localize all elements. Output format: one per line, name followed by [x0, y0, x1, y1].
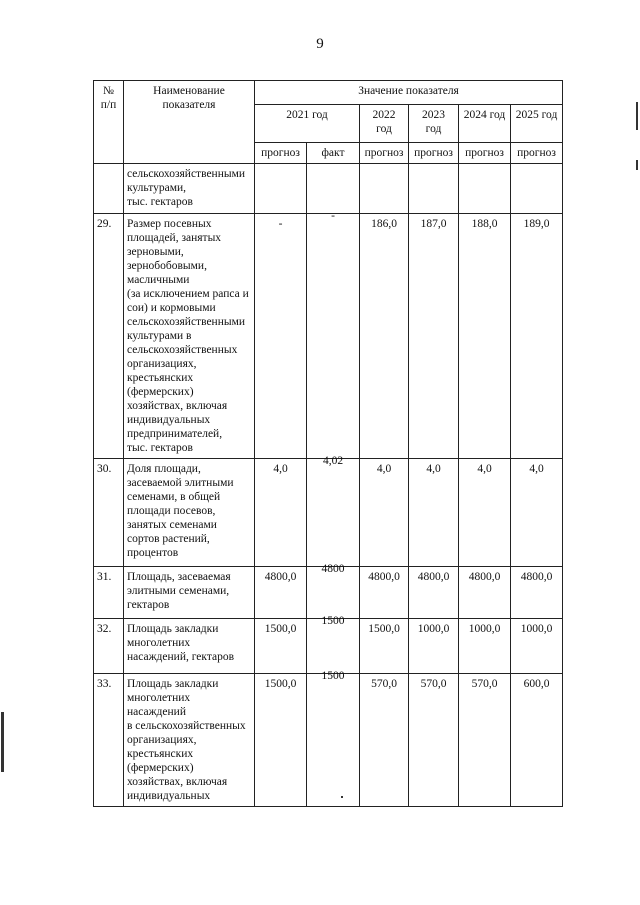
- header-num: № п/п: [94, 81, 124, 164]
- value-2024: 4,0: [459, 459, 511, 567]
- value-2024: 570,0: [459, 674, 511, 807]
- scan-mark: [636, 160, 638, 170]
- row-number: 29.: [94, 214, 124, 459]
- row-indicator-name: Площадь, засеваемая элитными семенами, гектаров: [124, 567, 255, 619]
- header-sub-forecast: прогноз: [255, 143, 307, 164]
- value-2023: 570,0: [409, 674, 459, 807]
- value-2021-fact: 4,02: [307, 459, 360, 567]
- row-indicator-name: Доля площади, засеваемой элитными семенами, в общей площади посевов, занятых семенами сортов растений, процентов: [124, 459, 255, 567]
- value-2021-forecast: 1500,0: [255, 619, 307, 674]
- value-2021-forecast: 4,0: [255, 459, 307, 567]
- value-2025: 4,0: [511, 459, 563, 567]
- header-sub-forecast: прогноз: [511, 143, 563, 164]
- table-row: [94, 164, 563, 214]
- table-row: [94, 214, 563, 459]
- row-indicator-name: сельскохозяйственными культурами, тыс. гектаров: [124, 164, 255, 214]
- value-2024: 4800,0: [459, 567, 511, 619]
- value-2023: 1000,0: [409, 619, 459, 674]
- table-row: [94, 567, 563, 619]
- value-2024: 1000,0: [459, 619, 511, 674]
- value-2022: [360, 164, 409, 214]
- table-row: [94, 459, 563, 567]
- header-sub-fact: факт: [307, 143, 360, 164]
- value-2021-forecast: 1500,0: [255, 674, 307, 807]
- row-number: 32.: [94, 619, 124, 674]
- value-2023: 187,0: [409, 214, 459, 459]
- header-year-2023: 2023 год: [409, 105, 459, 143]
- value-2022: 4800,0: [360, 567, 409, 619]
- row-number: 30.: [94, 459, 124, 567]
- row-indicator-name: Площадь закладки многолетних насаждений, гектаров: [124, 619, 255, 674]
- row-number: [94, 164, 124, 214]
- value-2022: 570,0: [360, 674, 409, 807]
- value-2022: 1500,0: [360, 619, 409, 674]
- page-number: 9: [316, 36, 324, 52]
- value-2025: 600,0: [511, 674, 563, 807]
- scan-dot: [341, 796, 343, 798]
- header-year-2024: 2024 год: [459, 105, 511, 143]
- row-indicator-name: Размер посевных площадей, занятых зерновыми, зернобобовыми, масличными (за исключением рапса и сои) и кормовыми сельскохозяйственными культурами в сельскохозяйственных организациях, крестьянских (фермерских) хозяйствах, включая индивидуальных предпринимателей, тыс. гектаров: [124, 214, 255, 459]
- row-number: 33.: [94, 674, 124, 807]
- value-2021-fact: 4800: [307, 567, 360, 619]
- header-year-2022: 2022 год: [360, 105, 409, 143]
- header-indicator-name: Наименование показателя: [124, 81, 255, 164]
- value-2021-forecast: 4800,0: [255, 567, 307, 619]
- value-2025: [511, 164, 563, 214]
- header-sub-forecast: прогноз: [409, 143, 459, 164]
- table-row: [94, 674, 563, 807]
- value-2022: 4,0: [360, 459, 409, 567]
- scan-mark: [1, 712, 4, 772]
- value-2024: [459, 164, 511, 214]
- row-number: 31.: [94, 567, 124, 619]
- value-2021-forecast: -: [255, 214, 307, 459]
- header-sub-forecast: прогноз: [459, 143, 511, 164]
- value-2023: [409, 164, 459, 214]
- header-year-2021: 2021 год: [255, 105, 360, 143]
- value-2025: 189,0: [511, 214, 563, 459]
- header-year-2025: 2025 год: [511, 105, 563, 143]
- value-2023: 4800,0: [409, 567, 459, 619]
- header-value: Значение показателя: [255, 81, 563, 105]
- value-2022: 186,0: [360, 214, 409, 459]
- header-sub-forecast: прогноз: [360, 143, 409, 164]
- value-2021-fact: 1500: [307, 674, 360, 807]
- value-2021-fact: 1500: [307, 619, 360, 674]
- table-row: [94, 619, 563, 674]
- value-2025: 4800,0: [511, 567, 563, 619]
- row-indicator-name: Площадь закладки многолетних насаждений в сельскохозяйственных организациях, крестьянских (фермерских) хозяйствах, включая индивидуальных: [124, 674, 255, 807]
- value-2021-fact: [307, 164, 360, 214]
- value-2024: 188,0: [459, 214, 511, 459]
- scan-mark: [636, 102, 638, 130]
- value-2023: 4,0: [409, 459, 459, 567]
- indicators-table: [93, 80, 563, 807]
- value-2025: 1000,0: [511, 619, 563, 674]
- value-2021-forecast: [255, 164, 307, 214]
- value-2021-fact: -: [307, 214, 360, 459]
